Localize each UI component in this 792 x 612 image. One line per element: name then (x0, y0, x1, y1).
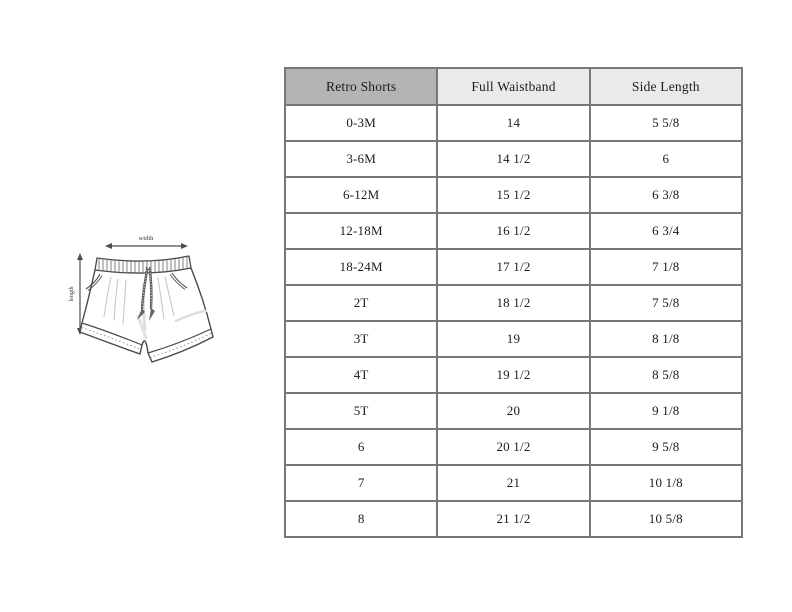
table-row (285, 249, 742, 285)
table-cell: 8 (285, 501, 437, 537)
table-cell: 5T (285, 393, 437, 429)
table-cell: 12-18M (285, 213, 437, 249)
table-cell: 14 (437, 105, 589, 141)
table-cell: 6-12M (285, 177, 437, 213)
table-cell: 10 5/8 (590, 501, 742, 537)
table-cell: 16 1/2 (437, 213, 589, 249)
width-arrow (105, 243, 188, 249)
size-table-header (285, 68, 742, 105)
table-row (285, 285, 742, 321)
table-cell: 7 (285, 465, 437, 501)
shorts-size-diagram (58, 226, 218, 384)
width-label: width (138, 235, 154, 242)
table-row (285, 357, 742, 393)
table-cell: 2T (285, 285, 437, 321)
table-cell: 18 1/2 (437, 285, 589, 321)
table-cell: 9 1/8 (590, 393, 742, 429)
col-header-full-waistband: Full Waistband (437, 68, 589, 105)
table-cell: 19 1/2 (437, 357, 589, 393)
col-header-product: Retro Shorts (285, 68, 437, 105)
table-cell: 19 (437, 321, 589, 357)
table-row (285, 393, 742, 429)
table-cell: 14 1/2 (437, 141, 589, 177)
length-label: length (69, 286, 75, 302)
table-cell: 17 1/2 (437, 249, 589, 285)
table-cell: 0-3M (285, 105, 437, 141)
table-cell: 20 (437, 393, 589, 429)
table-row (285, 465, 742, 501)
shorts-illustration (80, 256, 213, 362)
size-chart-table (284, 67, 743, 538)
table-cell: 10 1/8 (590, 465, 742, 501)
table-row (285, 141, 742, 177)
table-cell: 18-24M (285, 249, 437, 285)
table-cell: 9 5/8 (590, 429, 742, 465)
table-cell: 5 5/8 (590, 105, 742, 141)
table-cell: 6 (590, 141, 742, 177)
size-table-body (285, 105, 742, 537)
table-row (285, 105, 742, 141)
table-cell: 3T (285, 321, 437, 357)
table-row (285, 429, 742, 465)
table-cell: 7 1/8 (590, 249, 742, 285)
table-cell: 6 (285, 429, 437, 465)
table-cell: 15 1/2 (437, 177, 589, 213)
table-cell: 6 3/4 (590, 213, 742, 249)
table-cell: 8 1/8 (590, 321, 742, 357)
table-row (285, 213, 742, 249)
header-row (285, 68, 742, 105)
table-row (285, 321, 742, 357)
col-header-side-length: Side Length (590, 68, 742, 105)
table-cell: 6 3/8 (590, 177, 742, 213)
table-cell: 8 5/8 (590, 357, 742, 393)
table-cell: 7 5/8 (590, 285, 742, 321)
table-cell: 20 1/2 (437, 429, 589, 465)
table-cell: 4T (285, 357, 437, 393)
table-cell: 3-6M (285, 141, 437, 177)
table-row (285, 177, 742, 213)
table-cell: 21 1/2 (437, 501, 589, 537)
table-cell: 21 (437, 465, 589, 501)
table-row (285, 501, 742, 537)
